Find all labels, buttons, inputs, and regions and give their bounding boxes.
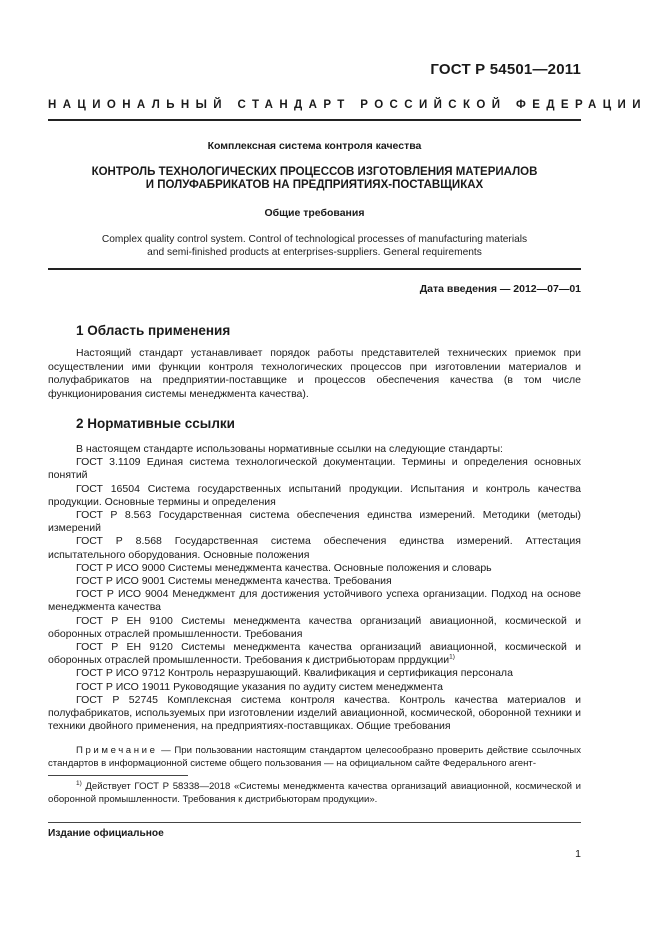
divider-bottom (48, 822, 581, 823)
reference-item: ГОСТ 16504 Система государственных испытаний продукции. Испытания и контроль качества продукции. Основные термины и определения (48, 482, 581, 508)
reference-item: ГОСТ Р ИСО 9712 Контроль неразрушающий. Квалификация и сертификация персонала (76, 667, 513, 680)
reference-item: ГОСТ Р 52745 Комплексная система контроля качества. Контроль качества материалов и полуфабрикатов, используемых при изготовлении изделий авиационной, космической, оборонной техники и техники двойного применения, на предприятиях-поставщиках. Общие требования (48, 693, 581, 733)
section-1-text (48, 347, 581, 401)
section-1-paragraph: Настоящий стандарт устанавливает порядок работы представителей технических приемок при осуществлении ими функции контроля технологических процессов при изготовлении материалов и полуфабрикатов на предприятии-поставщике и процессов обеспечения качества (в том числе функционирования системы менеджмента качества). (48, 347, 581, 400)
note-text: — При пользовании настоящим стандартом целесообразно проверить действие ссылочных стандартов в информационной системе общего пользования — на официальном сайте Федерального агент- (48, 745, 581, 769)
reference-item: ГОСТ 3.1109 Единая система технологической документации. Термины и определения основных понятий (48, 456, 581, 482)
english-title (48, 233, 581, 259)
national-standard-banner: НАЦИОНАЛЬНЫЙ СТАНДАРТ РОССИЙСКОЙ ФЕДЕРАЦИИ (48, 99, 647, 111)
footnote-reference-mark[interactable]: 1) (449, 653, 455, 661)
normative-references (48, 443, 581, 733)
footnote-mark: 1) (76, 779, 82, 787)
system-title: Комплексная система контроля качества (207, 140, 422, 152)
references-intro: В настоящем стандарте использованы нормативные ссылки на следующие стандарты: (76, 443, 503, 455)
reference-item: ГОСТ Р ИСО 9000 Системы менеджмента качества. Основные положения и словарь (76, 561, 492, 574)
reference-item: ГОСТ Р ИСО 9001 Системы менеджмента качества. Требования (76, 575, 392, 588)
footnote (48, 781, 581, 806)
subtitle: Общие требования (264, 207, 365, 219)
reference-item: ГОСТ Р ИСО 19011 Руководящие указания по аудиту систем менеджмента (76, 680, 443, 693)
divider-mid (48, 268, 581, 270)
introduction-date: Дата введения — 2012—07—01 (419, 283, 581, 295)
english-title-line-2: and semi-finished products at enterprises-suppliers. General requirements (147, 247, 482, 258)
reference-item: ГОСТ Р ИСО 9004 Менеджмент для достижения устойчивого успеха организации. Подход на основе менеджмента качества (48, 588, 581, 614)
reference-item-with-footnote (48, 641, 581, 667)
page-number: 1 (575, 848, 581, 860)
main-title-line-2: И ПОЛУФАБРИКАТОВ НА ПРЕДПРИЯТИЯХ-ПОСТАВЩИКАХ (145, 179, 484, 191)
main-title (48, 166, 581, 192)
reference-item: ГОСТ Р ЕН 9100 Системы менеджмента качества организаций авиационной, космической и оборонных отраслей промышленности. Требования (48, 614, 581, 640)
footnote-text: Действует ГОСТ Р 58338—2018 «Системы менеджмента качества организаций авиационной, космической и оборонной промышленности. Требования к дистрибьюторам продукции». (48, 781, 581, 805)
section-1-heading: 1 Область применения (76, 323, 231, 338)
gost-number: ГОСТ Р 54501—2011 (430, 61, 581, 78)
reference-item-text: ГОСТ Р ЕН 9120 Системы менеджмента качества организаций авиационной, космической и оборонных отраслей промышленности. Требования к дистрибьюторам прpдукции (48, 641, 581, 667)
main-title-line-1: КОНТРОЛЬ ТЕХНОЛОГИЧЕСКИХ ПРОЦЕССОВ ИЗГОТОВЛЕНИЯ МАТЕРИАЛОВ (91, 166, 538, 178)
english-title-line-1: Complex quality control system. Control of technological processes of manufacturing materials (101, 234, 528, 245)
note-label: Примечание (76, 745, 158, 756)
reference-item: ГОСТ Р 8.563 Государственная система обеспечения единства измерений. Методики (методы) измерений (48, 509, 581, 535)
footnote-divider (48, 775, 188, 776)
reference-item: ГОСТ Р 8.568 Государственная система обеспечения единства измерений. Аттестация испытательного оборудования. Основные положения (48, 535, 581, 561)
note (48, 745, 581, 770)
edition-label: Издание официальное (48, 828, 164, 839)
section-2-heading: 2 Нормативные ссылки (76, 416, 235, 431)
divider-top (48, 119, 581, 121)
